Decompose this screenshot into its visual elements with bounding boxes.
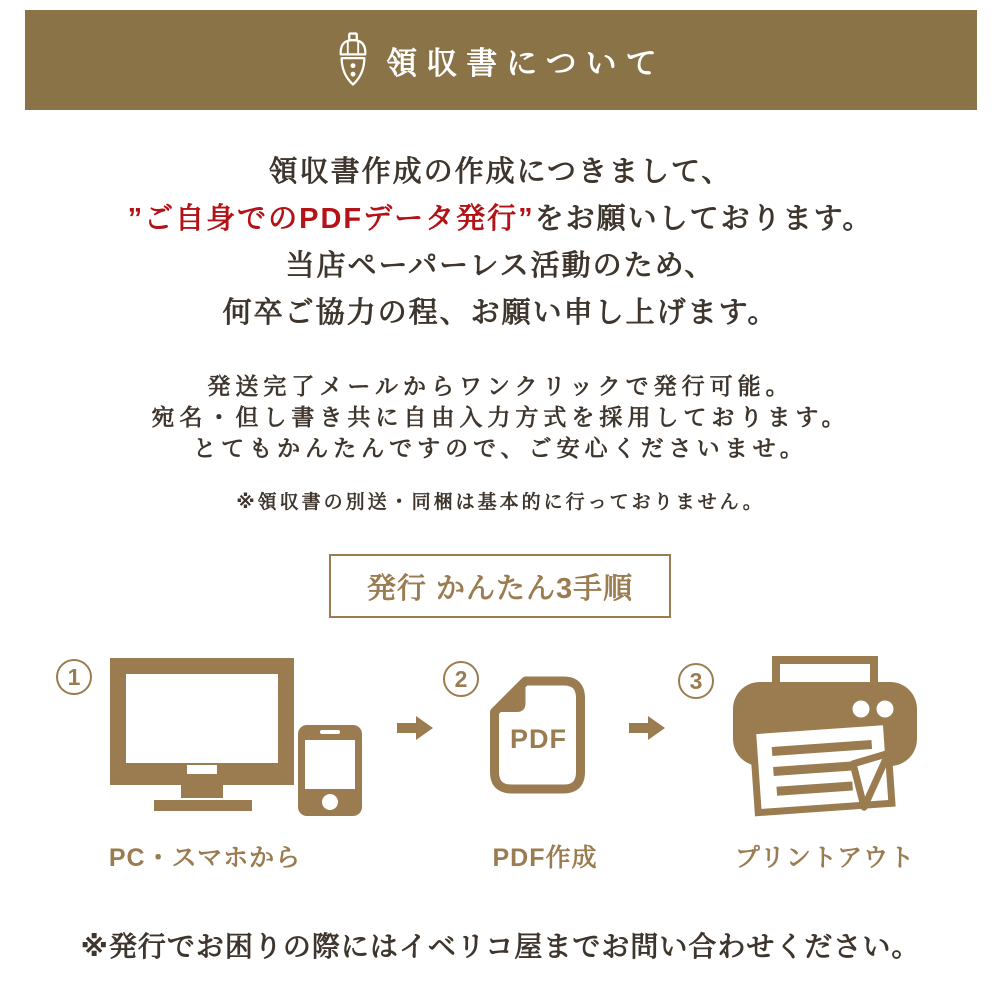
intro-text xyxy=(0,149,1001,337)
step-3-label: プリントアウト xyxy=(734,844,916,872)
pc-smartphone-icon xyxy=(110,658,362,818)
steps-box-title-text: 発行 かんたん3手順 xyxy=(366,572,634,605)
header-banner xyxy=(25,10,977,110)
acorn-icon xyxy=(336,32,370,88)
pdf-file-icon xyxy=(489,676,586,794)
step-1-label: PC・スマホから xyxy=(108,844,302,872)
page-title: 領収書について xyxy=(386,45,666,81)
intro-line-2 xyxy=(0,196,1001,243)
details-line-2: 宛名・但し書き共に自由入力方式を採用しております。 xyxy=(151,404,850,430)
details-line-1: 発送完了メールからワンクリックで発行可能。 xyxy=(207,373,794,399)
step-2-label: PDF作成 xyxy=(492,844,598,872)
details-line-3: とてもかんたんですので、ご安心くださいませ。 xyxy=(193,435,808,461)
printer-icon xyxy=(733,656,919,822)
intro-line-1: 領収書作成の作成につきまして、 xyxy=(268,156,733,188)
step-2-number: 2 xyxy=(443,661,479,697)
intro-line-3: 当店ペーパーレス活動のため、 xyxy=(285,250,716,282)
pdf-issue-highlight: ”ご自身でのPDFデータ発行” xyxy=(127,203,535,235)
contact-note: ※発行でお困りの際にはイベリコ屋までお問い合わせください。 xyxy=(80,931,921,962)
pdf-icon-text: PDF xyxy=(510,724,567,754)
intro-line-2-rest: をお願いしております。 xyxy=(534,203,874,235)
arrow-right-icon xyxy=(629,716,665,740)
step-1-number: 1 xyxy=(56,659,92,695)
step-3-number: 3 xyxy=(678,663,714,699)
intro-line-4: 何卒ご協力の程、お願い申し上げます。 xyxy=(222,297,779,329)
details-text xyxy=(0,371,1001,464)
receipt-note: ※領収書の別送・同梱は基本的に行っておりません。 xyxy=(236,492,765,513)
arrow-right-icon xyxy=(397,716,433,740)
steps-box-title xyxy=(329,554,671,618)
